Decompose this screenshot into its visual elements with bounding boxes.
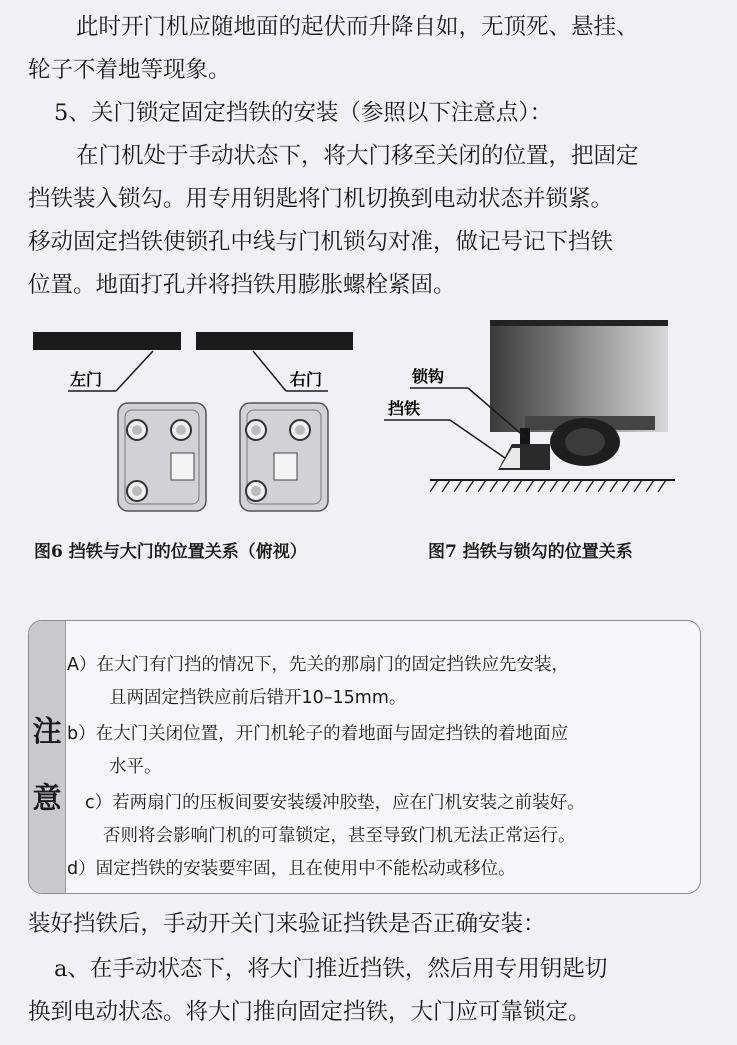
figure-6-diagram (28, 325, 358, 525)
notice-side-bar (29, 621, 66, 893)
paragraph-line: 移动固定挡铁使锁孔中线与门机锁勾对准，做记号记下挡铁 (28, 229, 614, 255)
paragraph-line: 在门机处于手动状态下，将大门移至关闭的位置，把固定 (76, 143, 639, 169)
paragraph-line: 位置。地面打孔并将挡铁用膨胀螺栓紧固。 (28, 272, 456, 298)
figure-6-caption: 图6 挡铁与大门的位置关系（俯视） (34, 542, 307, 562)
paragraph-line: 装好挡铁后，手动开关门来验证挡铁是否正确安装： (28, 911, 546, 937)
paragraph-line: 换到电动状态。将大门推向固定挡铁，大门应可靠锁定。 (28, 999, 591, 1025)
section-heading-5: 5、关门锁定固定挡铁的安装（参照以下注意点）： (54, 100, 553, 126)
paragraph-line: 轮子不着地等现象。 (28, 57, 231, 83)
left-door-label: 左门 (70, 370, 103, 389)
paragraph-line: 此时开门机应随地面的起伏而升降自如，无顶死、悬挂、 (76, 14, 639, 40)
right-door-label: 右门 (290, 370, 323, 389)
notice-box (28, 620, 701, 894)
note-b-line2: 水平。 (109, 757, 162, 777)
note-c-line1: c）若两扇门的压板间要安装缓冲胶垫，应在门机安装之前装好。 (85, 793, 585, 813)
note-c-line2: 否则将会影响门机的可靠锁定，甚至导致门机无法正常运行。 (103, 826, 576, 846)
left-stop-plate (118, 403, 206, 511)
stop-label: 挡铁 (388, 399, 421, 418)
left-door-bar (33, 332, 181, 350)
note-a-line1: A）在大门有门挡的情况下，先关的那扇门的固定挡铁应先安装， (67, 655, 569, 675)
note-d-line1: d）固定挡铁的安装要牢固，且在使用中不能松动或移位。 (67, 859, 516, 879)
notice-title-char: 注 (32, 714, 62, 748)
figure-7-diagram (380, 320, 680, 500)
lock-hook-label: 锁钩 (412, 367, 445, 386)
note-b-line1: b）在大门关闭位置，开门机轮子的着地面与固定挡铁的着地面应 (67, 724, 569, 744)
paragraph-line: 挡铁装入锁勾。用专用钥匙将门机切换到电动状态并锁紧。 (28, 186, 614, 212)
right-stop-plate (240, 403, 328, 511)
figure-7-caption: 图7 挡铁与锁勾的位置关系 (428, 542, 633, 562)
right-door-bar (196, 332, 353, 350)
note-a-line2: 且两固定挡铁应前后错开10–15mm。 (109, 688, 407, 708)
paragraph-line: a、在手动状态下，将大门推近挡铁，然后用专用钥匙切 (54, 956, 608, 982)
notice-title-char: 意 (32, 781, 62, 815)
